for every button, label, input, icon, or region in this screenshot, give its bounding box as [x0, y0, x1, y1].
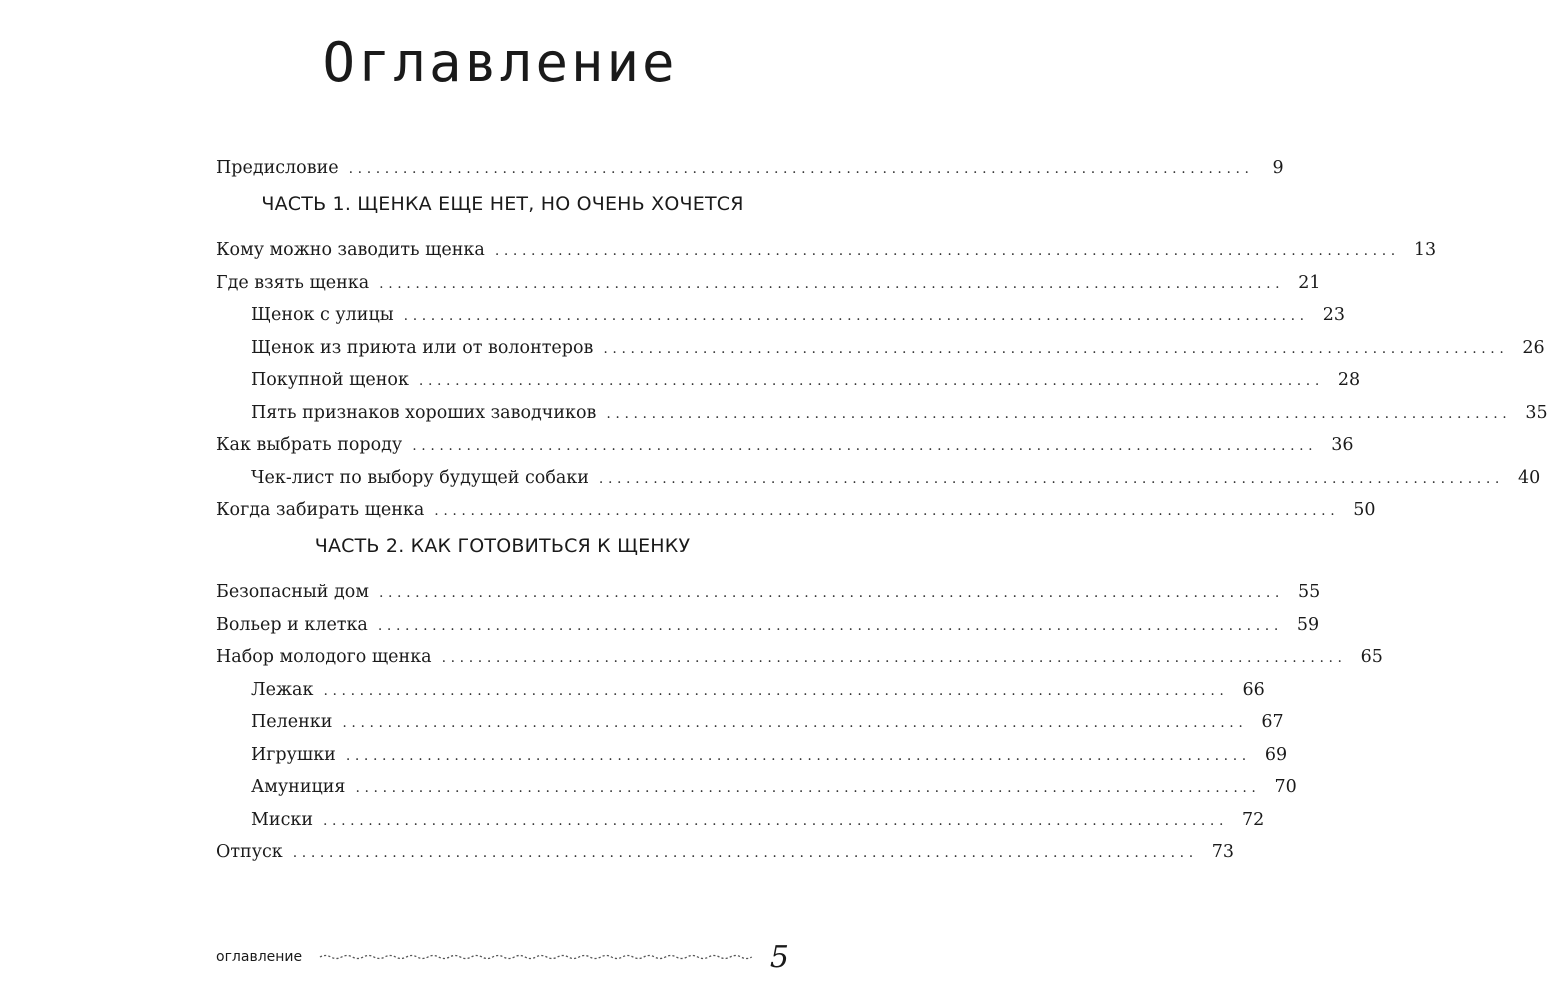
dot-leader: ....................................................................................................	[434, 503, 1340, 519]
dot-leader: ....................................................................................................	[378, 585, 1284, 601]
dot-leader: ....................................................................................................	[355, 780, 1261, 796]
dot-leader: ....................................................................................................	[379, 275, 1285, 292]
dot-leader: ....................................................................................................	[412, 438, 1318, 454]
dot-leader: ....................................................................................................	[323, 682, 1229, 699]
table-of-contents	[216, 158, 1548, 875]
dot-leader: ....................................................................................................	[377, 617, 1283, 634]
page-number: 5	[769, 939, 789, 975]
wavy-divider	[320, 952, 752, 962]
toc-subentry[interactable]	[216, 467, 1541, 489]
dot-leader: ....................................................................................................	[494, 243, 1400, 259]
dot-leader: ....................................................................................................	[606, 405, 1512, 422]
toc-entry-page: 59	[1296, 614, 1320, 635]
part-2-heading[interactable]: ЧАСТЬ 2. КАК ГОТОВИТЬСЯ К ЩЕНКУ	[314, 535, 691, 557]
dot-leader: ....................................................................................................	[441, 650, 1347, 666]
toc-entry-label: Амуниция	[251, 777, 346, 797]
toc-entry[interactable]	[216, 614, 1320, 636]
toc-entry-label: Щенок с улицы	[251, 305, 394, 325]
toc-entry-page: 21	[1298, 272, 1321, 293]
toc-subentry[interactable]	[216, 402, 1548, 424]
toc-entry-label: Миски	[251, 809, 313, 830]
part-1-heading[interactable]: ЧАСТЬ 1. ЩЕНКА ЕЩЕ НЕТ, НО ОЧЕНЬ ХОЧЕТСЯ	[261, 193, 744, 215]
toc-subentry[interactable]	[216, 305, 1345, 326]
dot-leader: ....................................................................................................	[598, 470, 1504, 487]
toc-entry-page: 36	[1331, 435, 1354, 455]
toc-entry[interactable]	[216, 500, 1376, 521]
toc-subentry[interactable]	[216, 370, 1361, 391]
dot-leader: ....................................................................................................	[418, 373, 1324, 389]
toc-subentry[interactable]	[216, 809, 1265, 831]
toc-entry-page: 72	[1242, 809, 1265, 830]
toc-entry[interactable]	[216, 240, 1437, 261]
toc-entry-label: Покупной щенок	[251, 370, 409, 390]
toc-subentry[interactable]	[216, 777, 1297, 798]
toc-entry-page: 67	[1261, 712, 1284, 732]
dot-leader: ....................................................................................................	[323, 812, 1229, 829]
toc-entry-label: Безопасный дом	[216, 582, 369, 602]
toc-entry-page: 69	[1264, 744, 1288, 765]
toc-entry-label: Игрушки	[251, 744, 336, 765]
toc-entry-page: 73	[1211, 842, 1235, 862]
toc-entry-label: Отпуск	[216, 842, 283, 862]
toc-entry[interactable]	[216, 435, 1354, 456]
page-title: Оглавление	[322, 31, 678, 94]
toc-entry-page: 50	[1353, 500, 1376, 520]
toc-entry-page: 40	[1517, 467, 1541, 488]
toc-entry[interactable]	[216, 647, 1383, 668]
toc-entry-page: 35	[1525, 402, 1548, 423]
toc-entry-label: Вольер и клетка	[216, 614, 368, 635]
toc-entry-preface[interactable]	[216, 158, 1284, 179]
toc-entry-page: 28	[1337, 370, 1361, 390]
toc-entry-label: Кому можно заводить щенка	[216, 240, 485, 260]
toc-entry-page: 55	[1297, 582, 1321, 602]
toc-entry-label: Как выбрать породу	[216, 435, 403, 455]
toc-entry-label: Предисловие	[216, 158, 339, 178]
dot-leader: ....................................................................................................	[403, 308, 1309, 324]
toc-entry-page: 23	[1322, 305, 1345, 325]
toc-entry-label: Пеленки	[251, 712, 333, 732]
dot-leader: ....................................................................................................	[292, 845, 1198, 861]
toc-subentry[interactable]	[216, 744, 1288, 766]
running-footer-label: оглавление	[216, 949, 303, 965]
toc-subentry[interactable]	[216, 712, 1284, 733]
toc-subentry[interactable]	[216, 679, 1265, 701]
toc-entry-page: 13	[1413, 240, 1437, 260]
dot-leader: ....................................................................................................	[348, 161, 1254, 177]
toc-entry[interactable]	[216, 582, 1321, 603]
dot-leader: ....................................................................................................	[603, 340, 1509, 357]
toc-entry-page: 9	[1272, 158, 1284, 178]
toc-entry-page: 26	[1522, 337, 1545, 358]
toc-entry[interactable]	[216, 272, 1321, 294]
toc-entry-label: Лежак	[251, 679, 314, 700]
dot-leader: ....................................................................................................	[345, 747, 1251, 764]
page-footer	[216, 937, 789, 977]
toc-subentry[interactable]	[216, 337, 1545, 359]
toc-entry-label: Пять признаков хороших заводчиков	[251, 402, 597, 423]
toc-entry-label: Когда забирать щенка	[216, 500, 425, 520]
toc-entry-page: 66	[1242, 679, 1265, 700]
toc-entry-label: Где взять щенка	[216, 272, 370, 293]
toc-entry-page: 65	[1360, 647, 1383, 667]
dot-leader: ....................................................................................................	[342, 715, 1248, 731]
toc-entry-label: Чек-лист по выбору будущей собаки	[251, 467, 589, 488]
toc-entry-label: Набор молодого щенка	[216, 647, 432, 667]
toc-entry[interactable]	[216, 842, 1235, 863]
toc-entry-page: 70	[1274, 777, 1297, 797]
toc-entry-label: Щенок из приюта или от волонтеров	[251, 337, 594, 358]
